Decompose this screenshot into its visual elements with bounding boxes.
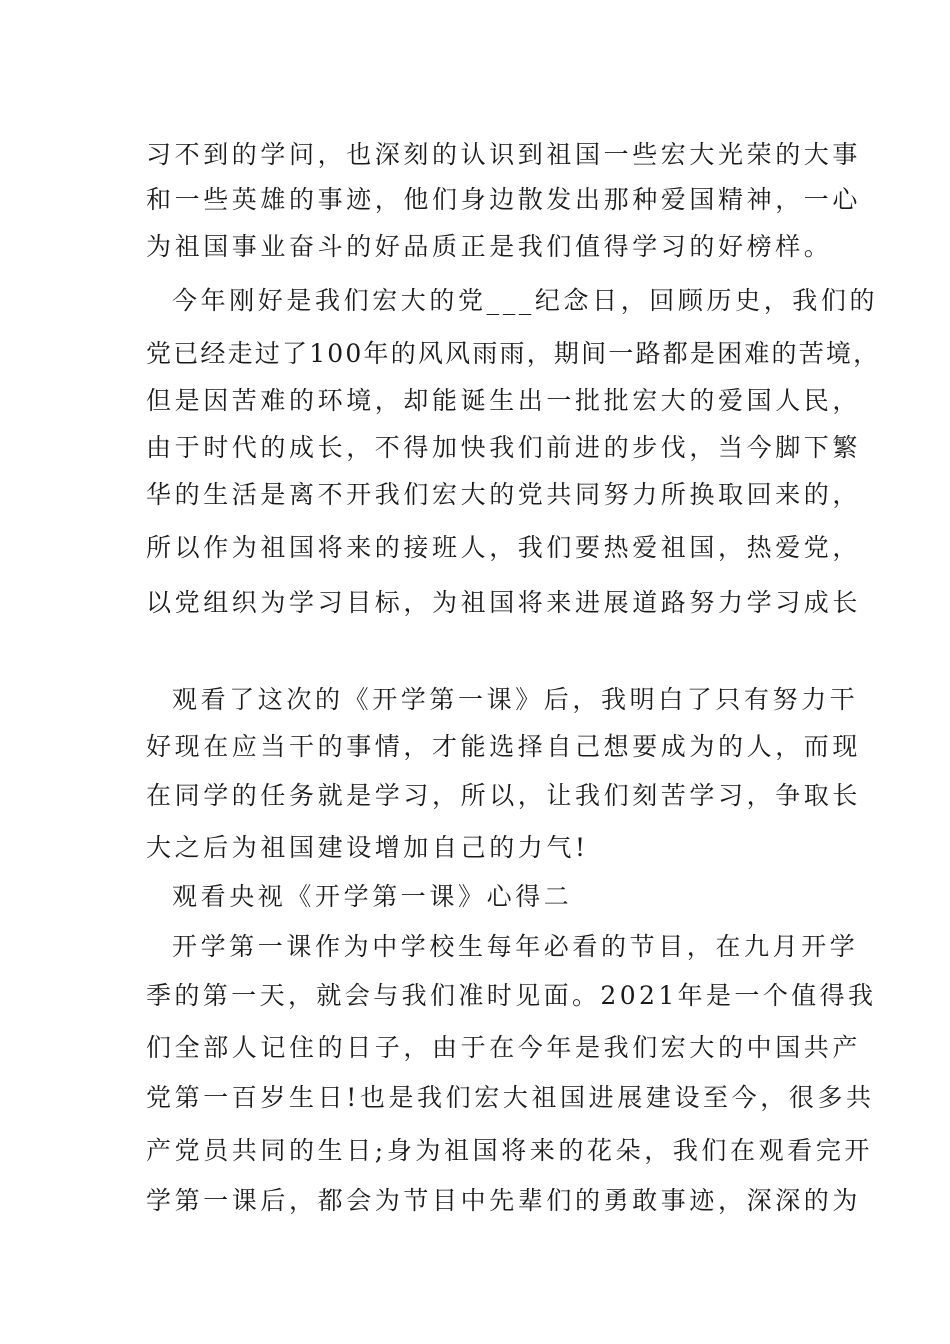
text-line: 季的第一天，就会与我们准时见面。2021年是一个值得我 [146,981,877,1010]
text-line: 们全部人记住的日子，由于在今年是我们宏大的中国共产 [146,1033,862,1062]
text-line: 在同学的任务就是学习，所以，让我们刻苦学习，争取长 [146,781,862,810]
text-line: 所以作为祖国将来的接班人，我们要热爱祖国，热爱党， [146,533,862,562]
text-line: 学第一课后，都会为节目中先辈们的勇敢事迹，深深的为 [146,1186,862,1215]
text-line: 以党组织为学习目标，为祖国将来进展道路努力学习成长 [146,588,862,617]
text-line: 但是因苦难的环境，却能诞生出一批批宏大的爱国人民， [146,386,862,415]
text-line: 开学第一课作为中学校生每年必看的节目，在九月开学 [172,932,859,961]
section-heading: 观看央视《开学第一课》心得二 [172,882,573,911]
text-line: 观看了这次的《开学第一课》后，我明白了只有努力干 [172,685,859,714]
text-line: 党已经走过了100年的风风雨雨，期间一路都是困难的苦境， [146,339,881,368]
text-line: 和一些英雄的事迹，他们身边散发出那种爱国精神，一心 [146,185,862,214]
text-line: 今年刚好是我们宏大的党___纪念日，回顾历史，我们的 [172,286,879,315]
text-line: 由于时代的成长，不得加快我们前进的步伐，当今脚下繁 [146,433,862,462]
text-line: 好现在应当干的事情，才能选择自己想要成为的人，而现 [146,732,862,761]
text-line: 习不到的学问，也深刻的认识到祖国一些宏大光荣的大事 [146,140,862,169]
text-line: 为祖国事业奋斗的好品质正是我们值得学习的好榜样。 [146,232,833,261]
text-line: 产党员共同的生日;身为祖国将来的花朵，我们在观看完开 [146,1136,874,1165]
text-line: 华的生活是离不开我们宏大的党共同努力所换取回来的， [146,480,862,509]
text-line: 大之后为祖国建设增加自己的力气! [146,833,589,862]
text-line: 党第一百岁生日!也是我们宏大祖国进展建设至今，很多共 [146,1083,875,1112]
